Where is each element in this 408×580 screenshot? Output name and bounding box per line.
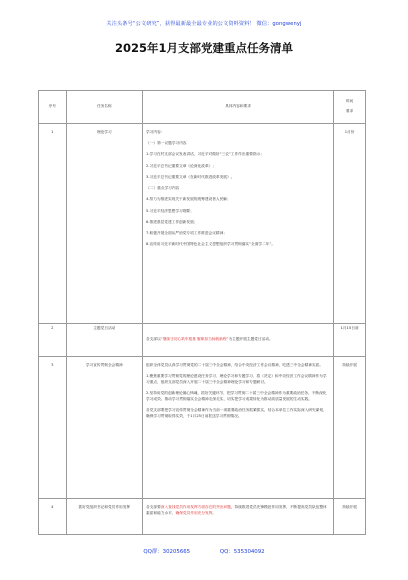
content-line: （二）重点学习内容 xyxy=(146,186,180,191)
content-line: 5.习近平经济思想学习纲要； xyxy=(146,208,194,213)
content-text: 各支部以 xyxy=(146,337,161,342)
content-line: 7.积极开展全面从严治党专项工作推进会议精神； xyxy=(146,231,227,236)
table-row xyxy=(39,357,366,499)
content-line: 8.宣传用习近平新时代中国特色社会主义思想组织学习贯彻落实“全面学二年”。 xyxy=(146,242,276,247)
content-highlight: 深入查找党员作用发挥方面存在的突出问题 xyxy=(160,505,231,509)
table-row xyxy=(39,324,366,357)
header-time xyxy=(334,91,366,124)
row-content xyxy=(143,124,334,324)
task-table xyxy=(38,90,366,535)
table-row xyxy=(39,499,366,535)
row-seq: 4 xyxy=(39,499,67,535)
document-title: 2025年1月支部党建重点任务清单 xyxy=(114,41,293,55)
content-highlight: 确保党员作用充分发挥。 xyxy=(175,510,217,515)
content-line: 6.推进基层党建工作创新发展； xyxy=(146,219,198,224)
content-paragraph: 2.坚持用党的创新理论凝心铸魂，抓好关键环节，把学习贯彻二十届三中全会精神作为重要政治任务，不断深化学习成效。推动学习贯彻落实全会精神走深走实，切实把学习成果转化为推动高质量发展的生动实践。 xyxy=(146,391,327,401)
qq-number: QQ：535304092 xyxy=(219,549,265,555)
content-paragraph: 1.聚焦重要学习贯彻党的理论建设任务学习、理论学习和专题学习，将《决定》和中央经济工作会议精神作为学习重点，组织支部党员深入开展二十届三中全会精神理论学习和专题研讨。 xyxy=(146,374,327,384)
content-line: （一）第一议题学习内容 xyxy=(146,141,187,146)
content-line: 4.努力为推进实现关于新发展的统筹建设者人民解； xyxy=(146,197,231,202)
row-name: 学习宣传贯彻全会精神 xyxy=(66,357,142,499)
row-time: 持续开展 xyxy=(334,499,366,535)
content-highlight: “继续守初心筑牢根基 履职担当扬帆新程” xyxy=(160,337,229,342)
content-paragraph: 各党支部要把学习宣传贯彻全会精神作为当前一项重要政治任务抓紧抓实，结合本单位工作实际深入研究谋划，确保学习贯彻取得实效，于1月25日前报送学习贯彻情况。 xyxy=(146,408,327,418)
table-header-row xyxy=(39,91,366,124)
row-name: 主题党日活动 xyxy=(66,324,142,357)
row-seq: 2 xyxy=(39,324,67,357)
header-name: 任务名称 xyxy=(66,91,142,124)
content-text: ，持续推进党员先锋模范作用发挥，不断提高党员队伍整体素质和能力水平， xyxy=(146,505,327,515)
row-seq: 3 xyxy=(39,357,67,499)
row-time: 1月15日前 xyxy=(334,324,366,357)
row-content xyxy=(143,499,334,535)
row-seq: 1 xyxy=(39,124,67,324)
content-text: 各支部要 xyxy=(146,505,161,509)
content-line: 学习内容： xyxy=(146,130,165,134)
header-time-line2: 要求 xyxy=(345,109,354,113)
row-name: 理论学习 xyxy=(66,124,142,324)
header-time-line1: 时间 xyxy=(345,99,354,104)
content-line: 2.习近平总书记重要文章《论深化改革》； xyxy=(146,163,216,168)
top-banner: 关注头条号“公文研究”，获得最新最全最专业的公文资料资料！ 微信：gongwenyj xyxy=(106,21,302,27)
row-time: 持续开展 xyxy=(334,357,366,499)
bottom-banner xyxy=(0,547,408,555)
content-line: 1.学习在村支部会议发表讲话，习近平对做好“三农”工作作出重要指示； xyxy=(146,152,264,157)
header-content: 具体内容和要求 xyxy=(143,91,334,124)
row-content xyxy=(143,324,334,357)
header-seq: 序号 xyxy=(39,91,67,124)
table-row xyxy=(39,124,366,324)
content-text: 为主题开展主题党日活动。 xyxy=(228,337,273,342)
row-time: 1月份 xyxy=(334,124,366,324)
qq-group-number: QQ群：30205665 xyxy=(143,549,191,555)
row-name: 抓好党组织书记和党员作用发挥 xyxy=(66,499,142,535)
row-content xyxy=(143,357,334,499)
content-line: 3.习近平总书记重要文章《在新时代推进改革发展》。 xyxy=(146,174,235,179)
content-paragraph: 组织全体党员认真学习贯彻党的二十届三中全会精神，结合中央经济工作会议精神，吃透三中全会精神实质。 xyxy=(146,363,324,367)
